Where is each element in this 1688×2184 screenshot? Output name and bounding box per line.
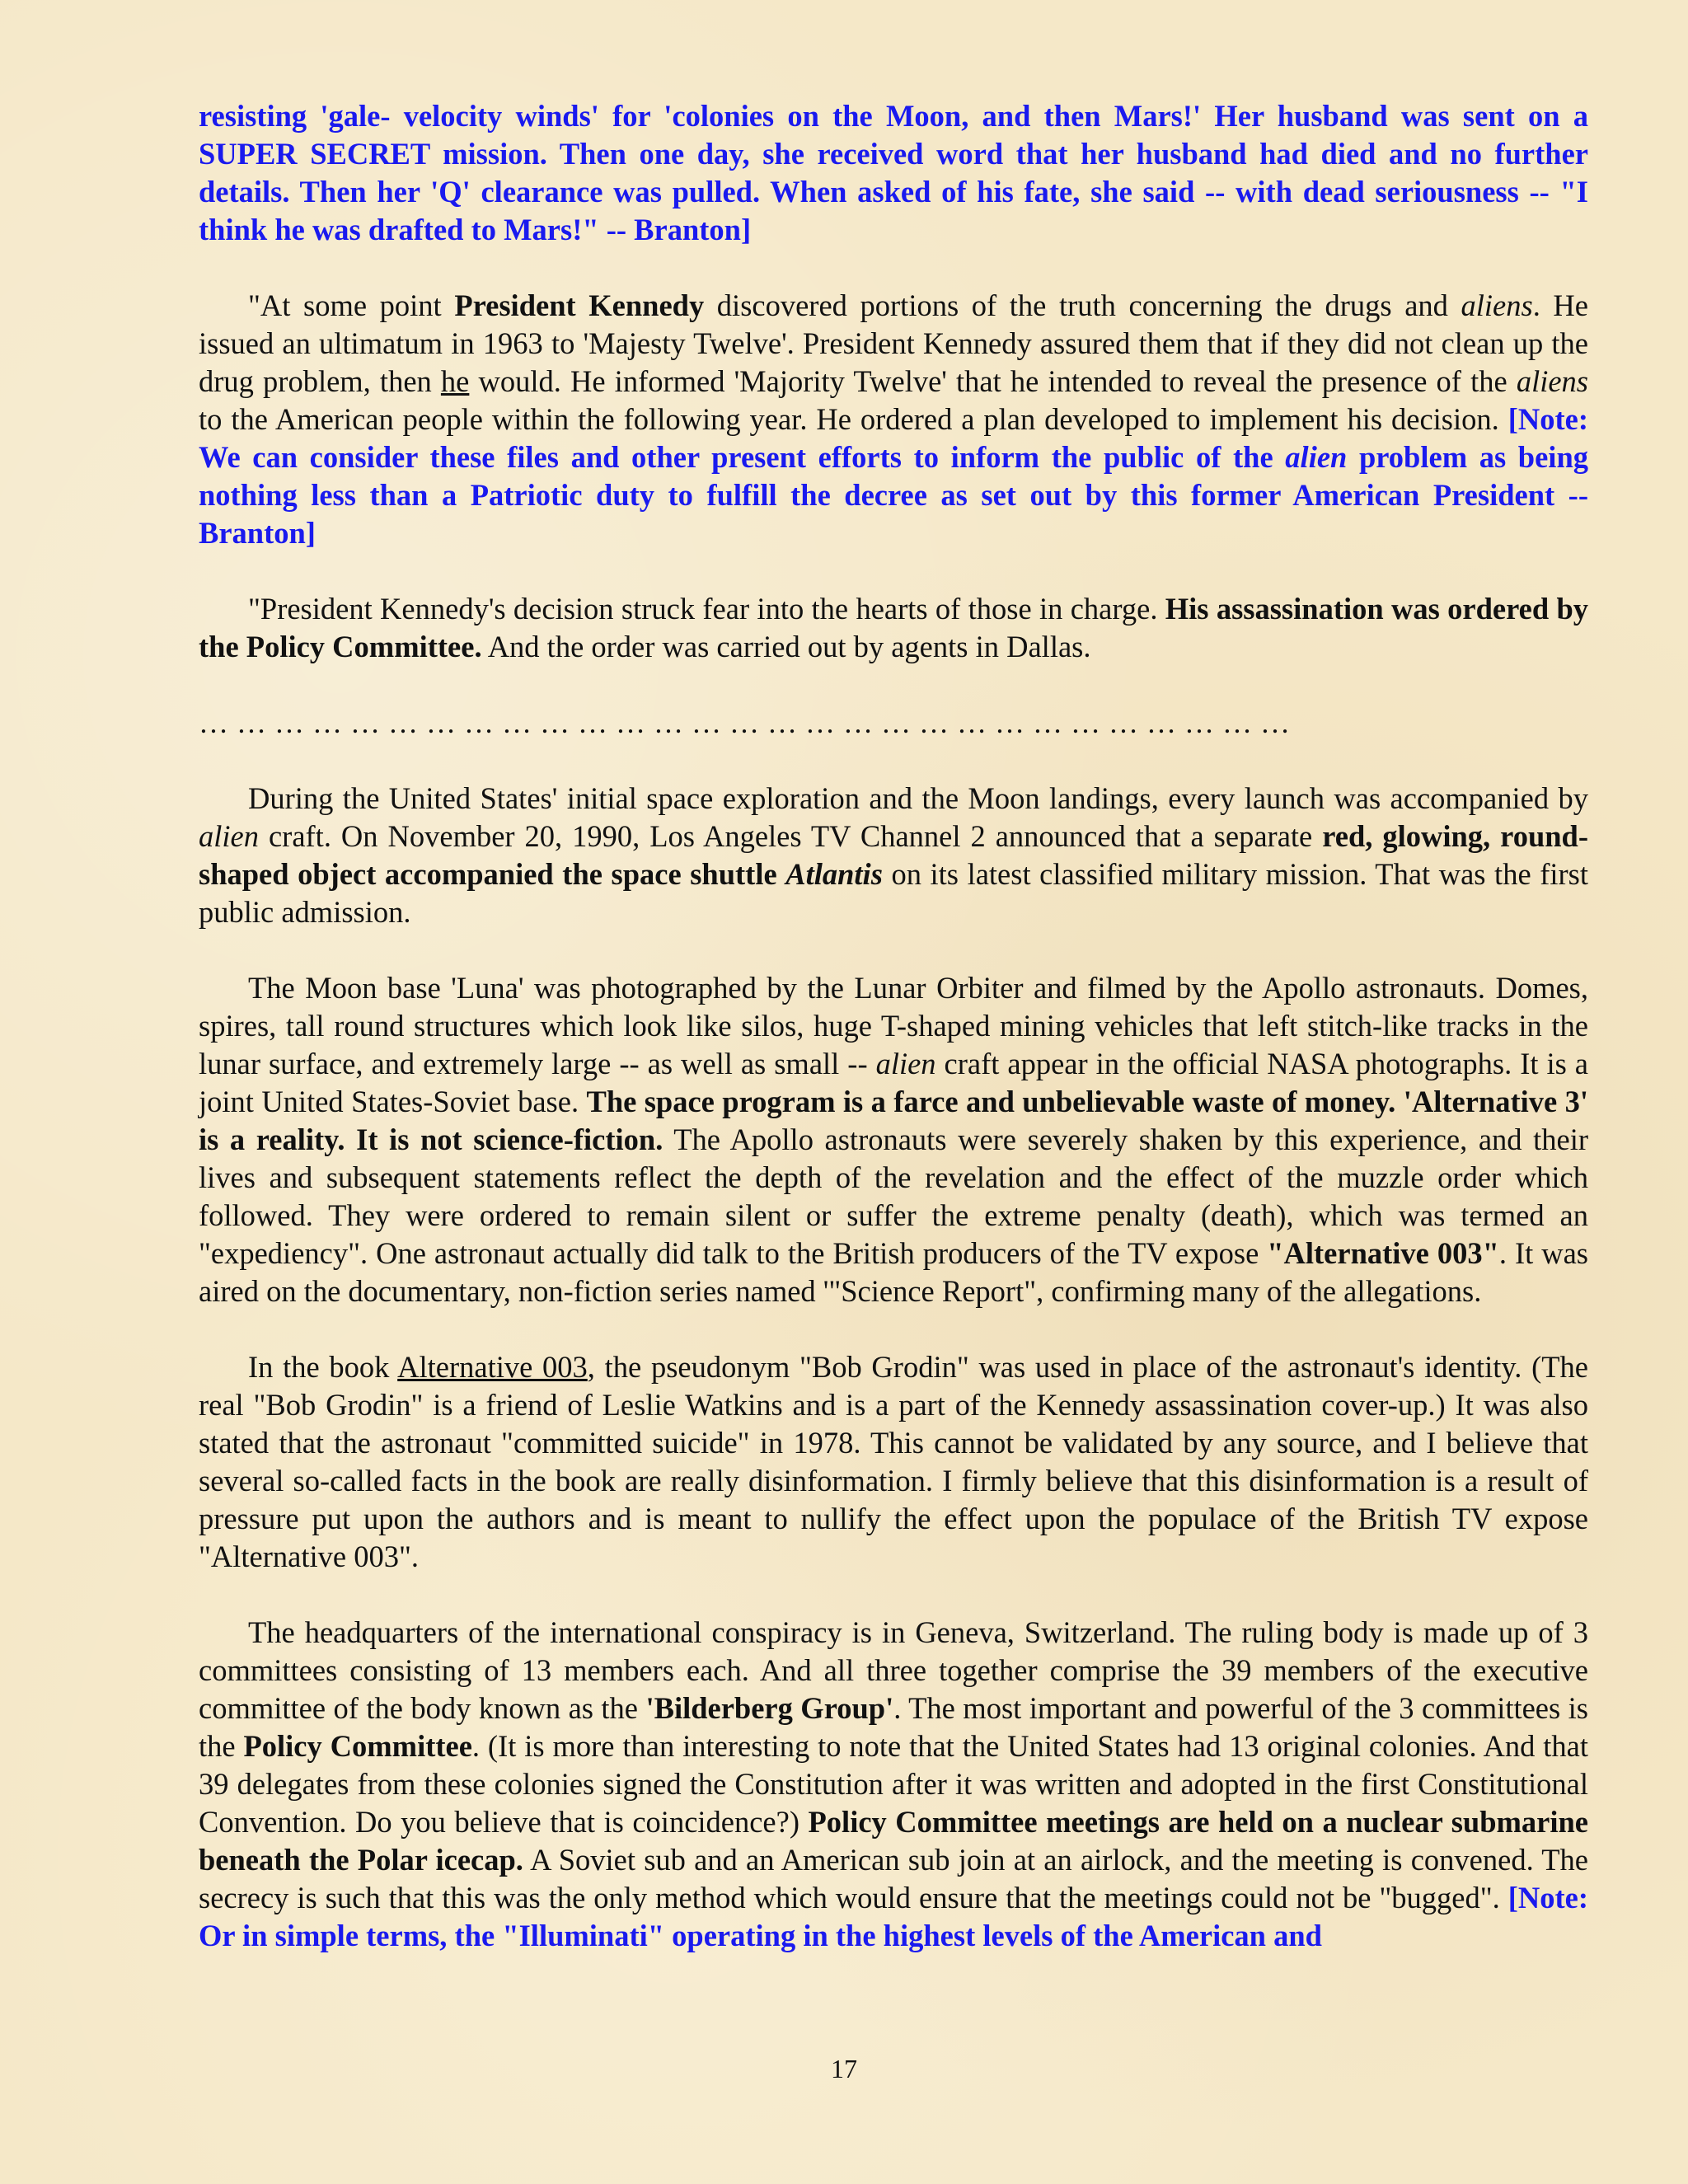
italic-word: aliens [1461,288,1533,322]
note-paragraph-continued [199,97,1588,249]
paragraph-kennedy-assassination: "President Kennedy's decision struck fear into the hearts of those in charge. His assassination was ordered by the Policy Committee. And the order was carried out by agents in Dallas. [199,592,1588,663]
editor-note: resisting 'gale- velocity winds' for 'colonies on the Moon, and then Mars!' Her husband was sent on a SUPER SECRET mission. Then one day, she received word that her husband had died and no further details. Then her 'Q' clearance was pulled. When asked of his fate, she said -- with dead seriousness -- "I think he was drafted to Mars!" -- Branton] [199,99,1588,246]
bold-phrase: The space program is a farce and unbelievable waste of money. 'Alternative 3' is a reality. It is not science-fiction. [199,1085,1588,1156]
bold-phrase: 'Bilderberg Group' [645,1691,894,1725]
paragraph-kennedy-ultimatum: "At some point President Kennedy discovered portions of the truth concerning the drugs and aliens. He issued an ultimatum in 1963 to 'Majesty Twelve'. President Kennedy assured them that if they did not clean up the drug problem, then he would. He informed 'Majority Twelve' that he intended to reveal the presence of the aliens to the American people within the following year. He ordered a plan developed to implement his decision. [Note: We can consider these files and other present efforts to inform the public of the alien problem as being nothing less than a Patriotic duty to fulfill the decree as set out by this former American President -- Branton] [199,288,1588,550]
bold-phrase: "Alternative 003" [1267,1236,1499,1270]
bold-phrase: President Kennedy [454,288,705,322]
underlined-word: he [440,364,470,398]
italic-word: alien [875,1047,936,1080]
paragraph-space-exploration: During the United States' initial space exploration and the Moon landings, every launch was accompanied by alien craft. On November 20, 1990, Los Angeles TV Channel 2 announced that a separate red, glowing, round-shaped object accompanied the space shuttle Atlantis on its latest classified military mission. That was the first public admission. [199,781,1589,929]
italic-word: alien [199,819,259,853]
editor-note: [Note: We can consider these files and other present efforts to inform the public of the alien problem as being nothing less than a Patriotic duty to fulfill the decree as set out by this former American President -- Branton] [199,402,1588,550]
bold-phrase: His assassination was ordered by the Policy Committee. [199,592,1588,663]
italic-word: aliens [1516,364,1588,398]
bold-phrase: Policy Committee meetings are held on a nuclear submarine beneath the Polar icecap. [199,1805,1588,1877]
bold-phrase: red, glowing, round-shaped object accompanied the space shuttle [199,819,1589,891]
bold-phrase: Policy Committee [243,1729,472,1763]
editor-note: [Note: Or in simple terms, the "Illuminati" operating in the highest levels of the American and [199,1881,1588,1952]
document-page [199,97,1588,1993]
bold-italic-word: Atlantis [785,857,883,891]
paragraph-alternative-003: In the book Alternative 003, the pseudonym "Bob Grodin" was used in place of the astronaut's identity. (The real "Bob Grodin" is a friend of Leslie Watkins and is a part of the Kennedy assassination cover-up.) It was also stated that the astronaut "committed suicide" in 1978. This cannot be validated by any source, and I believe that several so-called facts in the book are really disinformation. I firmly believe that this disinformation is a result of pressure put upon the authors and is meant to nullify the effect upon the populace of the British TV expose "Alternative 003". [199,1350,1588,1573]
underlined-title: Alternative 003 [397,1350,588,1384]
page-number: 17 [831,2054,857,2083]
paragraph-headquarters: The headquarters of the international conspiracy is in Geneva, Switzerland. The ruling body is made up of 3 committees consisting of 13 members each. And all three together comprise the 39 members of the executive committee of the body known as the 'Bilderberg Group'. The most important and powerful of the 3 committees is the Policy Committee. (It is more than interesting to note that the United States had 13 original colonies. And that 39 delegates from these colonies signed the Constitution after it was written and adopted in the first Constitutional Convention. Do you believe that is coincidence?) Policy Committee meetings are held on a nuclear submarine beneath the Polar icecap. A Soviet sub and an American sub join at an airlock, and the meeting is convened. The secrecy is such that this was the only method which would ensure that the meetings could not be "bugged". [Note: Or in simple terms, the "Illuminati" operating in the highest levels of the American and [199,1615,1588,1952]
paragraph-moon-base: The Moon base 'Luna' was photographed by the Lunar Orbiter and filmed by the Apollo astronauts. Domes, spires, tall round structures which look like silos, huge T-shaped mining vehicles that left stitch-like tracks in the lunar surface, and extremely large -- as well as small -- alien craft appear in the official NASA photographs. It is a joint United States-Soviet base. The space program is a farce and unbelievable waste of money. 'Alternative 3' is a reality. It is not science-fiction. The Apollo astronauts were severely shaken by this experience, and their lives and subsequent statements reflect the depth of the revelation and the effect of the muzzle order which followed. They were ordered to remain silent or suffer the extreme penalty (death), which was termed an "expediency". One astronaut actually did talk to the British producers of the TV expose "Alternative 003". It was aired on the documentary, non-fiction series named '"Science Report", confirming many of the allegations. [199,971,1588,1308]
section-divider: … … … … … … … … … … … … … … … … … … … … … … … … … … … … … [199,706,1291,739]
